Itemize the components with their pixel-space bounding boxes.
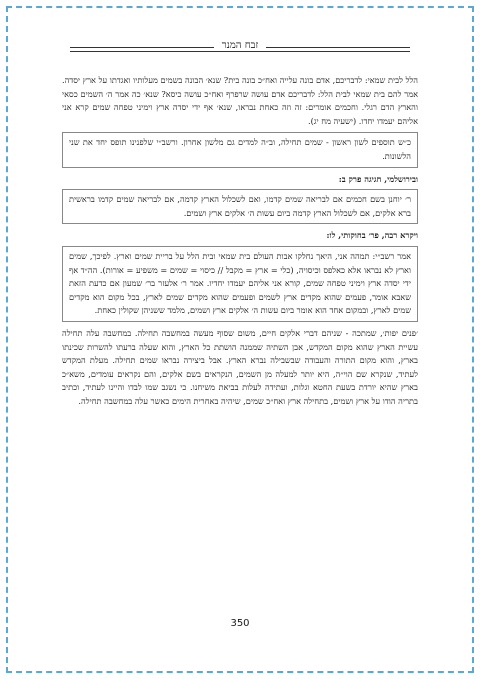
header-title: זבח המנר xyxy=(214,40,267,51)
paragraph-1: הלל לבית שמאי: לדבריכם, אדם בונה עלייה ואח״כ בונה בית? שנא׳ הבונה בשמים מעלותיו ואגדתו על ארץ יסדה. אמר להם בית שמאי לבית הלל: לדבריכם אדם עושה שרפרף ואח״כ עושה כיסא? שנא׳ כה אמר ה׳ השמים כסאי והארץ הדם רגלי. וחכמים אומרים: זה וזה כאחת נבראו, שנא׳ אף ידי יסדה ארץ וימיני טפחה שמים קרא אני אליהם יעמדו יחדו. (ישעיה מח יג). xyxy=(62,75,418,126)
source-heading-1: ובירושלמי, חגיגה פרק ב: xyxy=(338,173,418,184)
paragraph-5: ׳פנים יפות׳, שמתכה - שניהם דברי אלקים חיים, משום שסוף מעשה במחשבה תחילה. במחשבה עלה תחילה עשיית הארץ שהוא מקום המקדש, אבן השתיה שממנה הושתת כל הארץ, והוא שעלה ברעתו להשרות שכינתו בארץ, והוא מקום התורה והעבודה שבשבילה נברא הארץ. אבל ביצירה נבראו שמים תחילה. מעלת המקדש לעתיד, שנקרא שם הוי״ה, היא יותר למעלה מן השמים, הנקראים בשם אלקים, והם נקראים עומדים, משא״כ בארץ שהיא יורדת בשעת החטא וגלות, ועתידה לעלות בביאת משיחנו. כי נשגב שמו לבדו והיינו לעתיד, וכתיב בתריה הודו על ארץ ושמים, בתחילה ארץ ואח״כ שמים, שיהיה באחרית הימים כאשר עלה במחשבה תחילה. xyxy=(62,327,418,406)
paragraph-4: אמר רשב״י: תמהה אני, היאך נחלקו אבות העולם בית שמאי ובית הלל על בריית שמים וארץ. לפיכך, שמים וארץ לא נבראו אלא כאלפס וכיסויה, (כלי = ארץ = מקבל // כיסוי = שמים = משפיע = אורות). הה״ד אף ידי יסדה ארץ וימיני טפחה שמים, קורא אני אליהם יעמדו יחדיו. אמר ר׳ אלעזר בר׳ שמעון אם כדעת הזאת שאבא אומר, פעמים שהוא מקדים ארץ לשמים ופעמים שהוא מקדים שמים לארץ, בכל מקום הוא מקדים שמים לארץ, ובמקום אחד הוא אומר ביום עשות ה׳ אלקים ארץ ושמים, מלמד ששניהן שקולין כאחת. xyxy=(69,250,411,316)
running-header xyxy=(70,40,410,51)
boxed-quote-1 xyxy=(62,189,418,224)
boxed-quote-2 xyxy=(62,246,418,322)
boxed-note-1 xyxy=(62,132,418,167)
paragraph-2: כ״ש תוספים לשון ראשון - שמים תחילה, וב״ה למדים גם מלשון אחרון. ורשב״י שלפנינו תופס יחד את שני הלשונות. xyxy=(69,137,411,161)
page-number: 350 xyxy=(230,618,250,629)
paragraph-3: ר׳ יוחנן בשם חכמים אם לבריאה שמים קדמו, ואם לשכלול הארץ קדמה, אם לבריאה שמים קדמו בראשית ברא אלקים, אם לשכלול הארץ קדמה ביום עשות ה׳ אלקים ארץ ושמים. xyxy=(69,194,411,218)
page-body xyxy=(62,74,418,412)
source-heading-2: ויקרא רבה, פר׳ בחוקותי, לו: xyxy=(326,230,418,241)
